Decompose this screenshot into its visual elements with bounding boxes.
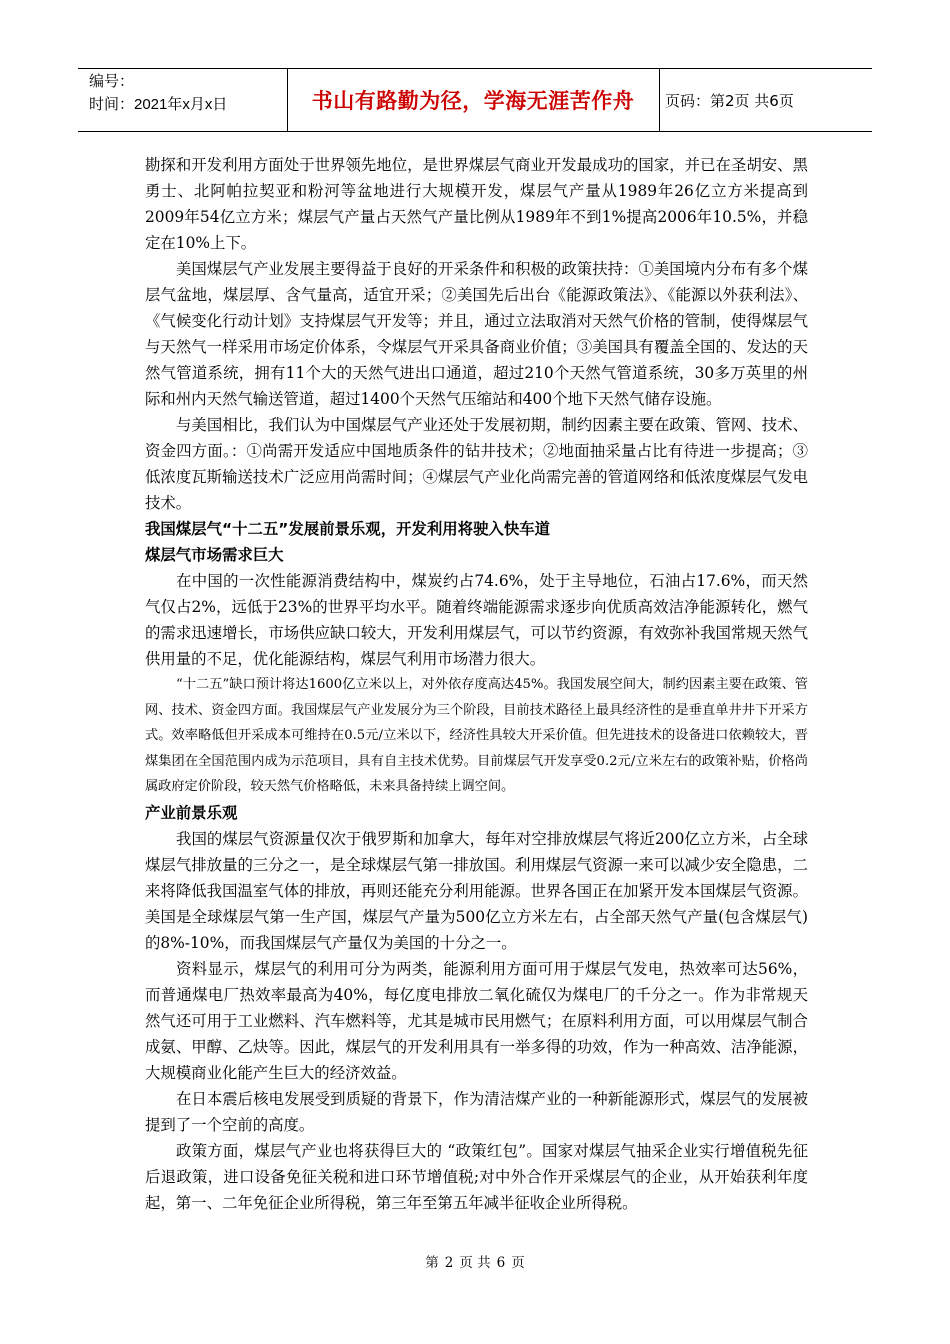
body-paragraph: 美国煤层气产业发展主要得益于良好的开采条件和积极的政策扶持：①美国境内分布有多个煤层气盆地，煤层厚、含气量高，适宜开采；②美国先后出台《能源政策法》、《能源以外获利法》、《气候变化行动计划》支持煤层气开发等；并且，通过立法取消对天然气价格的管制，使得煤层气与天然气一样采用市场定价体系，令煤层气开采具备商业价值；③美国具有覆盖全国的、发达的天然气管道系统，拥有11个大的天然气进出口通道，超过210个天然气管道系统，30多万英里的州际和州内天然气输送管道，超过1400个天然气压缩站和400个地下天然气储存设施。 xyxy=(145,260,808,408)
document-body xyxy=(145,152,808,1216)
section-heading: 产业前景乐观 xyxy=(145,803,238,822)
header-meta xyxy=(89,70,227,116)
body-paragraph: 我国的煤层气资源量仅次于俄罗斯和加拿大，每年对空排放煤层气将近200亿立方米，占全球煤层气排放量的三分之一，是全球煤层气第一排放国。利用煤层气资源一来可以减少安全隐患，二来将降低我国温室气体的排放，再则还能充分利用能源。世界各国正在加紧开发本国煤层气资源。美国是全球煤层气第一生产国，煤层气产量为500亿立方米左右，占全部天然气产量(包含煤层气)的8%-10%，而我国煤层气产量仅为美国的十分之一。 xyxy=(145,829,808,952)
footer-mid: 页 共 xyxy=(459,1255,491,1271)
footer-total-pages: 6 xyxy=(496,1255,506,1271)
body-paragraph: 资料显示，煤层气的利用可分为两类，能源利用方面可用于煤层气发电，热效率可达56%，而普通煤电厂热效率最高为40%，每亿度电排放二氧化硫仅为煤电厂的千分之一。作为非常规天然气还可用于工业燃料、汽车燃料等，尤其是城市民用燃气；在原料利用方面，可以用煤层气制合成氨、甲醇、乙炔等。因此，煤层气的开发利用具有一举多得的功效，作为一种高效、洁净能源，大规模商业化能产生巨大的经济效益。 xyxy=(145,959,808,1082)
document-date-label: 时间：2021年x月x日 xyxy=(89,96,228,113)
document-number-label: 编号： xyxy=(89,73,135,90)
section-heading: 我国煤层气“十二五”发展前景乐观，开发利用将驶入快车道 xyxy=(145,520,550,538)
footer-current-page: 2 xyxy=(444,1255,454,1271)
footer-suffix: 页 xyxy=(511,1255,525,1271)
body-paragraph: “十二五”缺口预计将达1600亿立米以上，对外依存度高达45%。我国发展空间大，制约因素主要在政策、管网、技术、资金四方面。我国煤层气产业发展分为三个阶段，目前技术路径上最具经济性的是垂直单井井下开采方式。效率略低但开采成本可维持在0.5元/立米以下，经济性具较大开采价值。但先进技术的设备进口依赖较大，晋煤集团在全国范围内成为示范项目，具有自主技术优势。目前煤层气开发享受0.2元/立米左右的政策补贴，价格尚属政府定价阶段，较天然气价格略低，未来具备持续上调空间。 xyxy=(145,677,808,794)
body-paragraph: 与美国相比，我们认为中国煤层气产业还处于发展初期，制约因素主要在政策、管网、技术、资金四方面。：①尚需开发适应中国地质条件的钻井技术；②地面抽采量占比有待进一步提高；③低浓度瓦斯输送技术广泛应用尚需时间；④煤层气产业化尚需完善的管道网络和低浓度煤层气发电技术。 xyxy=(145,416,808,512)
header-divider-right xyxy=(659,68,660,132)
footer-prefix: 第 xyxy=(425,1255,439,1271)
section-heading: 煤层气市场需求巨大 xyxy=(145,546,284,564)
body-paragraph: 政策方面，煤层气产业也将获得巨大的 “政策红包”。国家对煤层气抽采企业实行增值税先征后退政策，进口设备免征关税和进口环节增值税;对中外合作开采煤层气的企业，从开始获利年度起，第一、二年免征企业所得税，第三年至第五年减半征收企业所得税。 xyxy=(145,1141,808,1212)
header-page-info: 页码：第2页 共6页 xyxy=(665,91,794,110)
header-motto: 书山有路勤为径，学海无涯苦作舟 xyxy=(311,89,635,113)
body-paragraph: 勘探和开发利用方面处于世界领先地位，是世界煤层气商业开发最成功的国家，并已在圣胡安、黑勇士、北阿帕拉契亚和粉河等盆地进行大规模开发，煤层气产量从1989年26亿立方米提高到2009年54亿立方米；煤层气产量占天然气产量比例从1989年不到1%提高2006年10.5%，并稳定在10%上下。 xyxy=(145,156,808,252)
body-paragraph: 在日本震后核电发展受到质疑的背景下，作为清洁煤产业的一种新能源形式，煤层气的发展被提到了一个空前的高度。 xyxy=(145,1089,808,1134)
body-paragraph: 在中国的一次性能源消费结构中，煤炭约占74.6%，处于主导地位，石油占17.6%，而天然气仅占2%，远低于23%的世界平均水平。随着终端能源需求逐步向优质高效洁净能源转化，燃气的需求迅速增长，市场供应缺口较大，开发利用煤层气，可以节约资源，有效弥补我国常规天然气供用量的不足，优化能源结构，煤层气利用市场潜力很大。 xyxy=(145,572,808,668)
page-footer xyxy=(0,1251,950,1271)
page-header xyxy=(78,68,872,132)
